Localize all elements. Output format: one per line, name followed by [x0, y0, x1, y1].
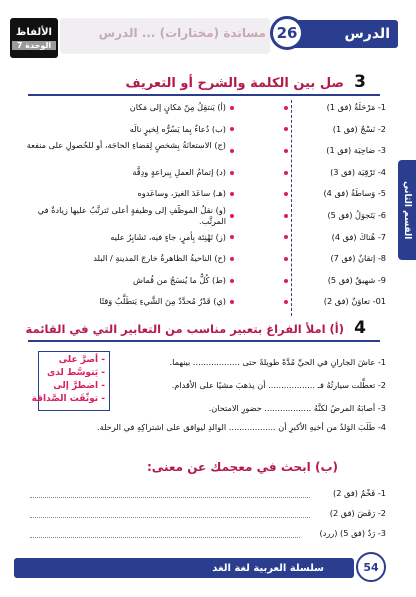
- list-item: 1- فَخْمٌ (فق 2): [333, 488, 386, 498]
- list-item: 4- تَرْقِيَة (فق 3): [330, 166, 386, 177]
- answer-line[interactable]: [30, 537, 300, 538]
- section3-number: 3: [354, 72, 366, 92]
- list-item: 8- إتقانٌ (فق 7): [330, 253, 386, 264]
- match-dot[interactable]: [284, 127, 288, 131]
- lesson-label: الدرس: [344, 26, 390, 42]
- list-item: 5- وَساطَةٌ (فق 4): [323, 188, 386, 199]
- list-item: 6- يَتَجوَلُ (فق 5): [327, 209, 386, 220]
- section4b-title: (ب) ابحث في معجمك عن معنى:: [147, 460, 338, 474]
- unit-title: الألفاظ: [16, 26, 52, 38]
- section4-title: (أ) املأ الفراغ بتعبير مناسب من التعابير التي في القائمة: [25, 322, 344, 336]
- section4-number: 4: [354, 318, 366, 338]
- match-dot[interactable]: [230, 235, 234, 239]
- list-item: 9- شهيقٌ (فق 5): [327, 274, 386, 285]
- list-item: 7- هُناكَ (فق 4): [331, 231, 386, 242]
- fill-sentence[interactable]: 1- عاشَ الجارانِ في الحيِّ مُدَّةً طويلةً حتى .................. بينهما.: [169, 357, 386, 367]
- word-bank-item: - توثّقَت الصَّداقة: [31, 394, 105, 404]
- list-item: 1- مَرْحَلَةٌ (فق 1): [326, 102, 386, 112]
- list-item: (ج) الاستعانَةُ بِشخصٍ لِقضاءِ الحاجَة، أو للحُصولِ على منفعة: [26, 140, 226, 151]
- list-item: 2- رَفَضَ (فق 2): [329, 508, 386, 518]
- answer-line[interactable]: [30, 517, 310, 518]
- match-dot[interactable]: [230, 214, 234, 218]
- word-bank-box: [31, 351, 110, 411]
- match-dot[interactable]: [284, 192, 288, 196]
- section3-left-list: [294, 97, 386, 313]
- match-dot[interactable]: [230, 300, 234, 304]
- word-bank-item: - اضطرَّ إلى: [53, 381, 105, 391]
- page-number: 54: [356, 552, 386, 582]
- section4-underline: [28, 340, 380, 342]
- list-item: 01- تعاوَنٌ (فق 2): [323, 296, 386, 307]
- match-dot[interactable]: [230, 127, 234, 131]
- match-dot[interactable]: [230, 279, 234, 283]
- list-item: (ح) الناحيةُ الظاهرةُ خارجَ المدينةِ / البلد: [93, 253, 226, 264]
- list-item: (ز) تَهْنِئة بِأمرٍ، جاءٍ فيه، تَشَابِرُ عليه: [110, 231, 226, 242]
- list-item: (و) نقلُ الموظَّفِ إلى وظيفةٍ أعلى تَترتَّبُ عليها زيادةٌ في المرتَّب.: [37, 204, 226, 226]
- match-dot[interactable]: [284, 300, 288, 304]
- fill-sentence[interactable]: 4- طَلَبَ الوَلدُ من أخيهِ الأكبرِ أن .................. الوالدِ ليوافق على اشتراكِهِ في الرحلة.: [96, 422, 386, 432]
- word-bank-item: - أصرَّ على: [58, 355, 105, 365]
- match-dot[interactable]: [284, 149, 288, 153]
- match-dot[interactable]: [284, 279, 288, 283]
- lesson-number: 26: [270, 16, 304, 50]
- section3-right-list: [26, 97, 226, 313]
- match-dot[interactable]: [230, 257, 234, 261]
- list-item: (أ) يَنتقِلُ مِنْ مَكانٍ إلى مَكان: [129, 102, 226, 112]
- unit-label: الوحدة 7: [12, 41, 56, 50]
- answer-line[interactable]: [30, 497, 310, 498]
- match-dot[interactable]: [284, 106, 288, 110]
- list-item: (ب) دُعاءٌ بِما يَسُرُّه لِخيرٍ نالَه: [129, 123, 226, 134]
- match-dot[interactable]: [284, 171, 288, 175]
- match-dot[interactable]: [230, 106, 234, 110]
- series-title: سلسلة العربية لغة الغد: [212, 562, 324, 574]
- word-bank-item: - يَتوسَّط لدى: [46, 368, 105, 378]
- footer-bar: [14, 558, 354, 578]
- match-dot[interactable]: [230, 192, 234, 196]
- match-dot[interactable]: [284, 257, 288, 261]
- match-dot[interactable]: [230, 149, 234, 153]
- section3-title: صل بين الكلمة والشرح أو التعريف: [125, 76, 344, 91]
- fill-sentence[interactable]: 2- تعطَّلت سيارتُهُ فـ .................. أن يذهبَ مشيًا على الأقدام.: [171, 380, 386, 390]
- fill-sentence[interactable]: 3- أصابَهُ المرضُ لكنَّهُ .................. حضورِ الامتحان.: [208, 403, 386, 413]
- match-dot[interactable]: [284, 214, 288, 218]
- unit-badge: [10, 18, 58, 58]
- list-item: 3- رَدٌ (فق 5) (ررد): [319, 528, 386, 538]
- match-dot[interactable]: [284, 235, 288, 239]
- list-item: (ط) كُلُّ ما يُنسَجُ من قُماش: [132, 274, 226, 285]
- list-item: 2- نَسْجٌ (فق 1): [332, 123, 386, 134]
- list-item: (د) إتمامُ العملِ بِبراعةٍ ودِقَّة: [132, 166, 226, 177]
- list-item: (ي) قَدْرٌ مُحدَّدٌ مِنَ الشَّيءِ يَتطَلَّبُ وَقتًا: [99, 296, 226, 307]
- match-dot[interactable]: [230, 171, 234, 175]
- list-item: (هـ) ساعَدَ الغيرَ، وساعَدوه: [137, 188, 226, 199]
- column-divider: [291, 100, 292, 316]
- section3-underline: [28, 94, 380, 96]
- side-tab: القسم الثاني: [398, 160, 416, 260]
- header-ghost-text: مساندة (مختارات) ... الدرس: [98, 26, 266, 40]
- list-item: 3- ضاحِيَة (فق 1): [326, 145, 386, 156]
- lesson-title-bar: [290, 20, 398, 48]
